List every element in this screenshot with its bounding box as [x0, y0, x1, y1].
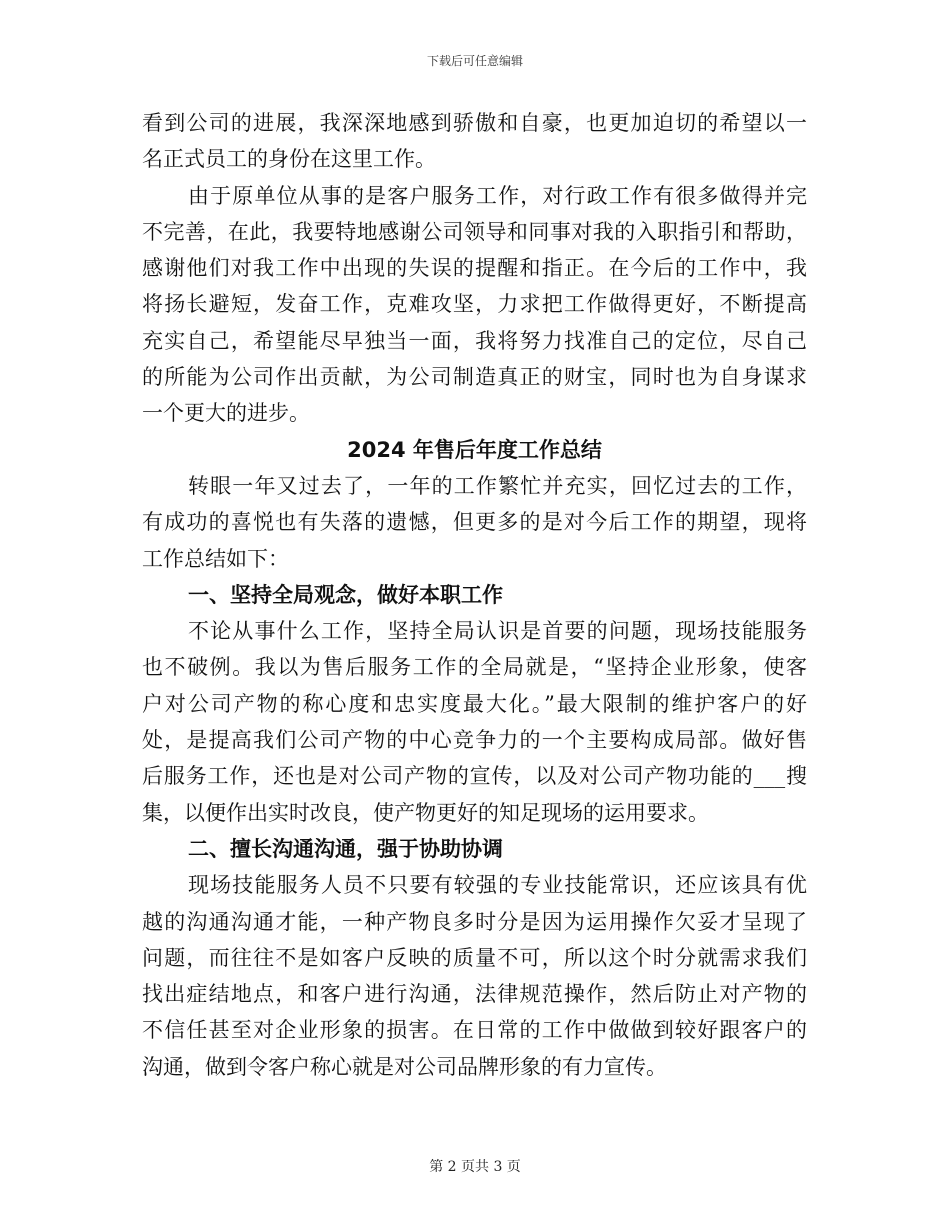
body-line: 找出症结地点，和客户进行沟通，法律规范操作，然后防止对产物的 — [142, 982, 807, 1007]
body-line: 户对公司产物的称心度和忠实度最大化。”最大限制的维护客户的好 — [142, 691, 807, 716]
body-line: 越的沟通沟通才能，一种产物良多时分是因为运用操作欠妥才呈现了 — [142, 909, 807, 934]
body-line: 的所能为公司作出贡献，为公司制造真正的财宝，同时也为自身谋求 — [142, 365, 807, 390]
body-line: 名正式员工的身份在这里工作。 — [142, 147, 436, 172]
body-line: 一个更大的进步。 — [142, 401, 310, 426]
body-line: 将扬长避短，发奋工作，克难攻坚，力求把工作做得更好，不断提高 — [142, 292, 807, 317]
body-line: 不论从事什么工作，坚持全局认识是首要的问题，现场技能服务 — [188, 619, 807, 644]
body-line: 转眼一年又过去了，一年的工作繁忙并充实，回忆过去的工作， — [188, 473, 807, 498]
section-heading-1: 一、坚持全局观念，做好本职工作 — [188, 582, 503, 607]
body-line: 感谢他们对我工作中出现的失误的提醒和指正。在今后的工作中，我 — [142, 256, 807, 281]
body-line: 后服务工作，还也是对公司产物的宣传，以及对公司产物功能的___搜 — [142, 764, 807, 789]
body-line: 不完善，在此，我要特地感谢公司领导和同事对我的入职指引和帮助， — [142, 219, 807, 244]
body-line: 现场技能服务人员不只要有较强的专业技能常识，还应该具有优 — [188, 873, 807, 898]
body-line: 集，以便作出实时改良，使产物更好的知足现场的运用要求。 — [142, 800, 709, 825]
body-line: 沟通，做到令客户称心就是对公司品牌形象的有力宣传。 — [142, 1054, 667, 1079]
page-footer: 第 2 页共 3 页 — [429, 1159, 521, 1175]
body-line: 处，是提高我们公司产物的中心竞争力的一个主要构成局部。做好售 — [142, 728, 807, 753]
page-header: 下载后可任意编辑 — [426, 54, 523, 68]
body-line: 有成功的喜悦也有失落的遗憾，但更多的是对今后工作的期望，现将 — [142, 510, 807, 535]
body-line: 充实自己，希望能尽早独当一面，我将努力找准自己的定位，尽自己 — [142, 328, 807, 353]
body-line: 问题，而往往不是如客户反映的质量不可，所以这个时分就需求我们 — [142, 945, 807, 970]
body-line: 由于原单位从事的是客户服务工作，对行政工作有很多做得并完 — [188, 183, 807, 208]
body-line: 工作总结如下： — [142, 546, 289, 571]
document-body — [142, 105, 807, 1085]
body-line: 也不破例。我以为售后服务工作的全局就是，“坚持企业形象，使客 — [142, 655, 807, 680]
body-line: 不信任甚至对企业形象的损害。在日常的工作中做做到较好跟客户的 — [142, 1018, 807, 1043]
body-line: 看到公司的进展，我深深地感到骄傲和自豪，也更加迫切的希望以一 — [142, 111, 807, 135]
section-heading-2: 二、擅长沟通沟通，强于协助协调 — [188, 836, 503, 861]
document-title: 2024 年售后年度工作总结 — [347, 437, 602, 462]
